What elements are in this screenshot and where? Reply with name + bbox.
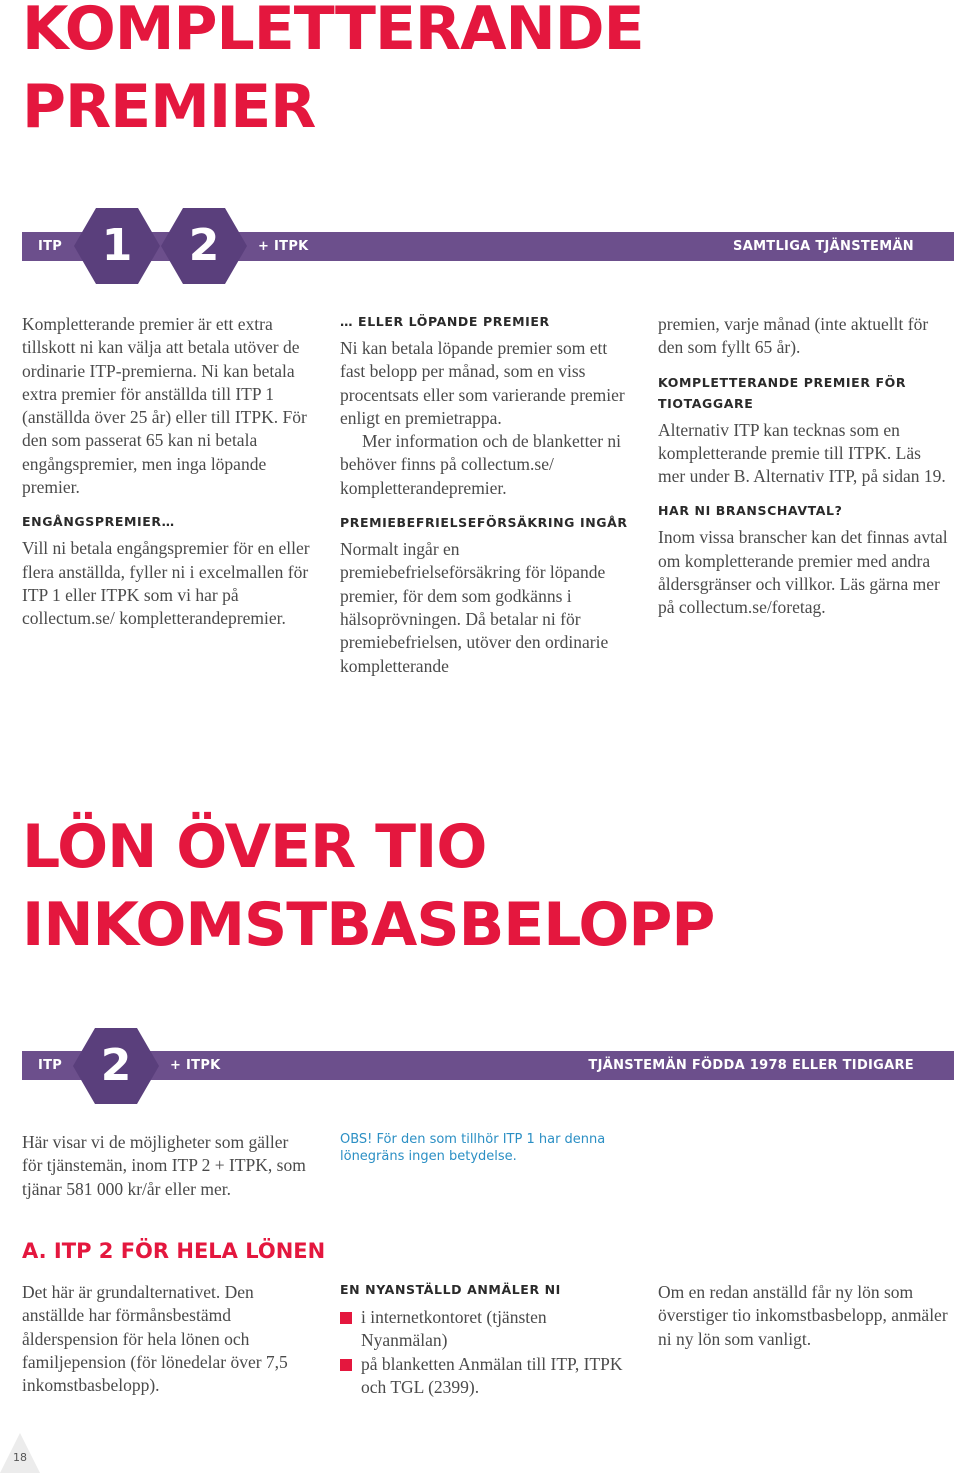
itp2-number: 2 <box>188 220 220 271</box>
subheading-lopande-premier: … ELLER LÖPANDE PREMIER <box>340 314 550 329</box>
obs-note: OBS! För den som tillhör ITP 1 har denna lönegräns ingen betydelse. <box>340 1132 606 1164</box>
subheading-tiotaggare: KOMPLETTERANDE PREMIER FÖR TIOTAGGARE <box>658 374 907 411</box>
anmalan-list <box>340 1306 630 1399</box>
section2-title-line1: LÖN ÖVER TIO <box>22 812 487 882</box>
lopande-premier-paragraph: Ni kan betala löpande premier som ett fast belopp per månad, som en viss procentsats eller som varierande premier enligt en premietrappa. <box>340 338 625 428</box>
itp1-number: 1 <box>101 220 133 271</box>
band-itp-label: ITP <box>38 239 63 254</box>
band-itpk-label: + ITPK <box>258 239 309 254</box>
section2-title-line2: INKOMSTBASBELOPP <box>22 890 715 960</box>
section2-intro <box>22 1131 312 1201</box>
intro-paragraph: Här visar vi de möjligheter som gäller för tjänstemän, inom ITP 2 + ITPK, som tjänar 581 000 kr/år eller mer. <box>22 1132 306 1199</box>
list-item <box>340 1306 630 1353</box>
section2-column-2 <box>340 1279 630 1399</box>
section-heading-itp2: A. ITP 2 FÖR HELA LÖNEN <box>22 1239 326 1263</box>
list-item-text: på blanketten Anmälan till ITP, ITPK och TGL (2399). <box>361 1353 623 1397</box>
subheading-engangspremier: ENGÅNGSPREMIER… <box>22 514 175 530</box>
section2-column-1 <box>22 1281 312 1397</box>
bullet-square-icon <box>340 1359 352 1371</box>
intro-paragraph: Kompletterande premier är ett extra tillskott ni kan välja att betala utöver de ordinarie ITP-premierna. Ni kan betala extra premier för anställda till ITP 1 (anställda över 25 år) eller till ITPK. För den som passerat 65 kan ni betala engångspremier, men inga löpande premier. <box>22 314 307 498</box>
mer-information-paragraph: Mer information och de blanketter ni behöver finns på collectum.se/ kompletterandepremier. <box>340 431 622 498</box>
page-number: 18 <box>13 1451 27 1464</box>
section1-column-1 <box>22 313 312 631</box>
section1-column-2 <box>340 311 630 678</box>
band-audience-label: SAMTLIGA TJÄNSTEMÄN <box>733 239 914 254</box>
band-audience-label: TJÄNSTEMÄN FÖDDA 1978 ELLER TIDIGARE <box>588 1058 914 1073</box>
list-item <box>340 1353 630 1400</box>
subheading-branschavtal: HAR NI BRANSCHAVTAL? <box>658 503 843 519</box>
section1-column-3 <box>658 313 948 620</box>
section1-title-line1: KOMPLETTERANDE <box>22 0 644 64</box>
band-itpk-label: + ITPK <box>170 1058 221 1073</box>
branschavtal-paragraph: Inom vissa branscher kan det finnas avtal om kompletterande premier med andra åldersgränser och villkor. Läs gärna mer på collectum.se/foretag. <box>658 527 948 618</box>
list-item-text: i internetkontoret (tjänsten Nyanmälan) <box>361 1307 547 1351</box>
itp2-number: 2 <box>100 1040 132 1091</box>
subheading-premiebefrielse: PREMIEBEFRIELSEFÖRSÄKRING INGÅR <box>340 515 628 531</box>
section1-title-line2: PREMIER <box>22 72 316 142</box>
tiotaggare-paragraph: Alternativ ITP kan tecknas som en kompletterande premie till ITPK. Läs mer under B. Alternativ ITP, på sidan 19. <box>658 419 946 487</box>
section2-band <box>22 1051 954 1080</box>
bullet-square-icon <box>340 1312 352 1324</box>
ny-lon-paragraph: Om en redan anställd får ny lön som överstiger tio inkomstbasbelopp, anmäler ni ny lön som vanligt. <box>658 1282 948 1349</box>
subheading-nyanstalld: EN NYANSTÄLLD ANMÄLER NI <box>340 1282 561 1297</box>
page-number-corner <box>0 1433 40 1473</box>
premiebefrielse-paragraph: Normalt ingår en premiebefrielseförsäkring för löpande premier, för dem som godkänns i hälsoprövningen. Då betalar ni för premiebefrielsen, utöver den ordinarie kompletterande <box>340 539 609 676</box>
section2-column-3 <box>658 1281 948 1351</box>
band-itp-label: ITP <box>38 1058 63 1073</box>
itp2-hexagon-badge <box>73 1028 159 1104</box>
itp1-hexagon-badge <box>74 208 160 284</box>
engangspremier-paragraph: Vill ni betala engångspremier för en eller flera anställda, fyller ni i excelmallen för ITP 1 eller ITPK som vi har på collectum.se/ kompletterandepremier. <box>22 538 310 629</box>
premien-paragraph: premien, varje månad (inte aktuellt för den som fyllt 65 år). <box>658 314 929 358</box>
grundalternativ-paragraph: Det här är grundalternativet. Den anställde har förmånsbestämd ålderspension för hela lönen och familjepension (för lönedelar över 7,5 inkomstbasbelopp). <box>22 1282 288 1396</box>
itp2-hexagon-badge <box>161 208 247 284</box>
